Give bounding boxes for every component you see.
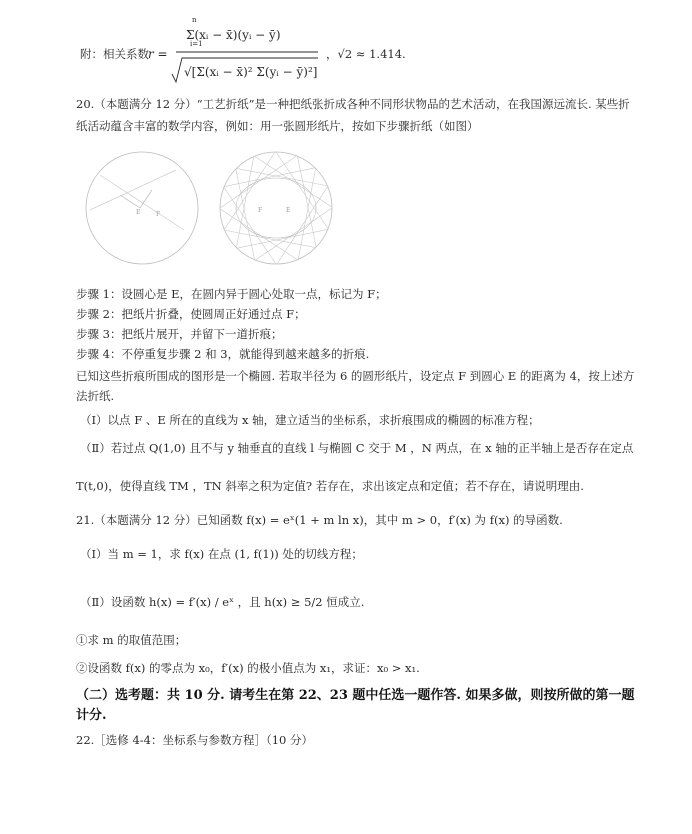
section2-heading-line2: 计分. [76, 708, 107, 723]
crease-line [220, 156, 297, 208]
crease-line [236, 169, 255, 260]
q20-known1: 已知这些折痕所围成的图形是一个椭圆. 若取半径为 6 的圆形纸片，设定点 F 到圆心 E 的距离为 4，按上述方 [76, 369, 635, 383]
correlation-formula [80, 12, 480, 92]
formula-r-label: r = [148, 47, 168, 61]
q20-line1: 20.（本题满分 12 分）“工艺折纸”是一种把纸张折成各种不同形状物品的艺术活动，在我国源远流长. 某些折 [76, 97, 630, 111]
label-f-right: F [258, 207, 263, 214]
sum-bottom-num: i=1 [190, 40, 203, 48]
crease-line [224, 187, 276, 264]
q20-part1: （Ⅰ）以点 F 、E 所在的直线为 x 轴，建立适当的坐标系，求折痕围成的椭圆的标准方程； [80, 413, 540, 427]
crease-line [255, 156, 332, 207]
q20-step2: 步骤 2：把纸片折叠，使圆周正好通过点 F； [76, 307, 306, 321]
q21-part2: （Ⅱ）设函数 h(x) = f′(x) / eˣ ，且 h(x) ≥ 5/2 恒成立. [80, 595, 365, 609]
crease-line [297, 156, 316, 247]
left-circle-diagram [86, 152, 198, 264]
sum-top-num: n [192, 16, 197, 24]
crease-line [224, 152, 275, 229]
crease-line [255, 208, 332, 260]
crease-line [276, 152, 328, 229]
crease-line [277, 187, 328, 264]
formula-numerator: Σ(xᵢ − x̄)(yᵢ − ȳ) [186, 28, 281, 42]
q21-line1: 21.（本题满分 12 分）已知函数 f(x) = eˣ(1 + m ln x)，其中 m > 0，f′(x) 为 f(x) 的导函数. [76, 513, 563, 527]
formula-denominator: √[Σ(xᵢ − x̄)² Σ(yᵢ − ȳ)²] [184, 65, 318, 79]
q22-line1: 22.［选修 4-4：坐标系与参数方程］（10 分） [76, 733, 314, 747]
q21-sub1: ①求 m 的取值范围； [76, 633, 187, 647]
label-f-left: F [156, 211, 161, 218]
right-circle-diagram [220, 152, 332, 264]
q20-step1: 步骤 1：设圆心是 E，在圆内异于圆心处取一点，标记为 F； [76, 287, 387, 301]
q20-step4: 步骤 4：不停重复步骤 2 和 3，就能得到越来越多的折痕. [76, 347, 370, 361]
formula-suffix: ，√2 ≈ 1.414. [326, 47, 406, 61]
q20-line2: 纸活动蕴含丰富的数学内容，例如：用一张圆形纸片，按如下步骤折纸（如图） [76, 119, 479, 133]
crease-line [237, 229, 328, 248]
label-e-left: E [136, 209, 141, 216]
q21-part1: （Ⅰ）当 m = 1，求 f(x) 在点 (1, f(1)) 处的切线方程； [80, 547, 363, 561]
q20-part2a: （Ⅱ）若过点 Q(1,0) 且不与 y 轴垂直的直线 l 与椭圆 C 交于 M ，N 两点，在 x 轴的正半轴上是否存在定点 [80, 441, 634, 455]
q20-step3: 步骤 3：把纸片展开，并留下一道折痕； [76, 327, 283, 341]
q20-part2b: T(t,0)，使得直线 TM ，TN 斜率之积为定值? 若存在，求出该定点和定值；若不存在，请说明理由. [76, 479, 584, 493]
formula-prefix: 附：相关系数 [80, 47, 149, 61]
label-e-right: E [286, 207, 291, 214]
section2-heading-line1: （二）选考题：共 10 分. 请考生在第 22、23 题中任选一题作答. 如果多做，则按所做的第一题 [76, 688, 635, 703]
crease-line [224, 168, 315, 187]
q21-sub2: ②设函数 f(x) 的零点为 x₀，f′(x) 的极小值点为 x₁，求证：x₀ > x₁. [76, 661, 420, 675]
q20-known2: 法折纸. [76, 389, 115, 403]
crease-line [220, 209, 297, 260]
paper-folding-figure [80, 150, 340, 270]
